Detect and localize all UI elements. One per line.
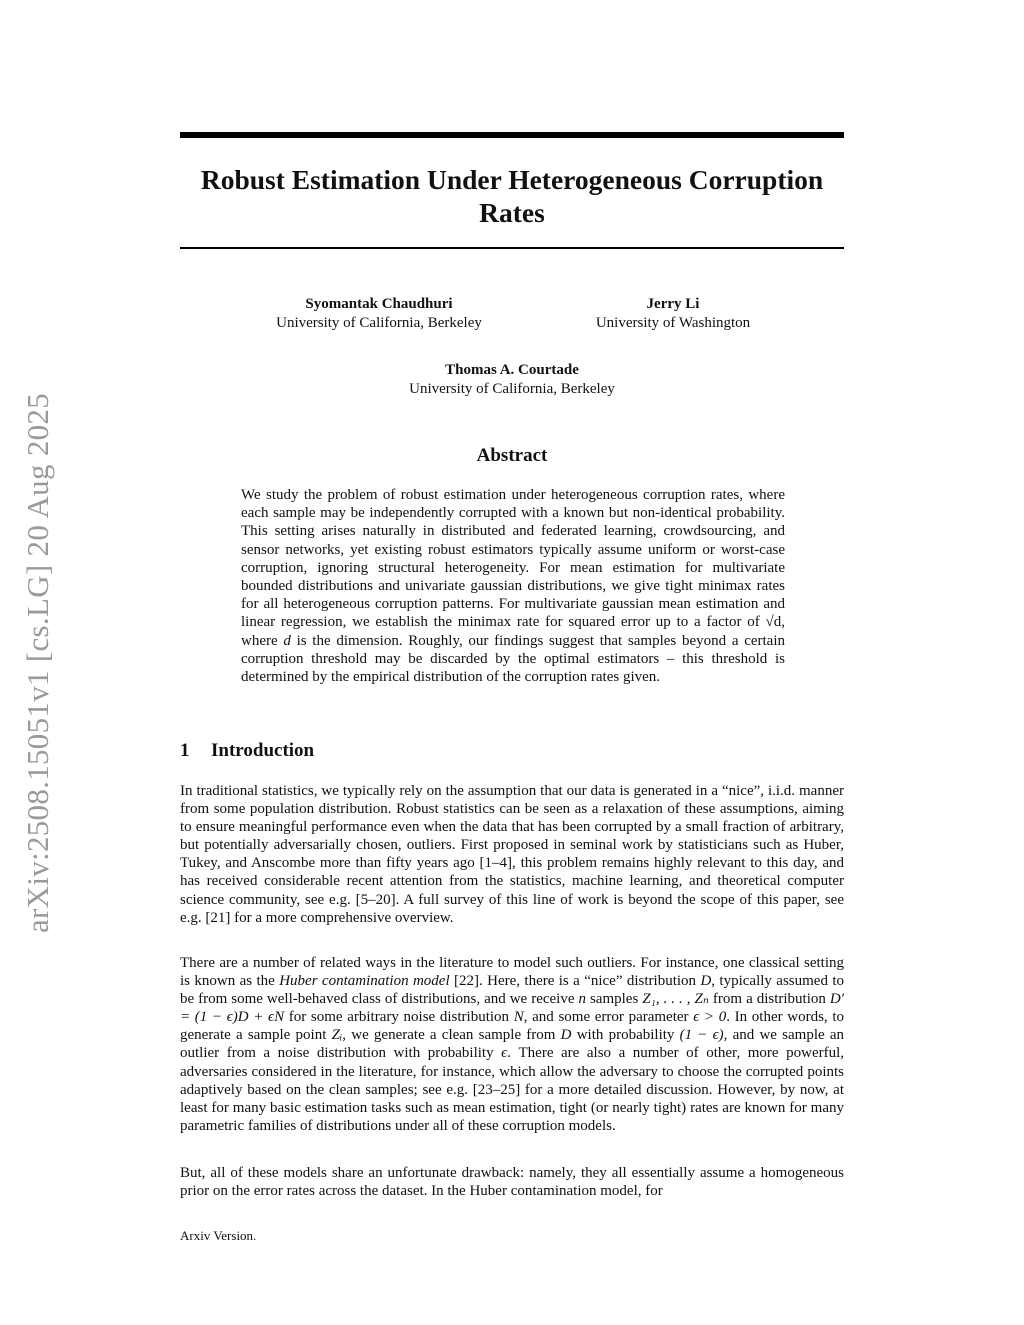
math-d: d <box>283 632 291 649</box>
math-sqrt-d: √d <box>765 614 782 631</box>
math-D: D <box>700 973 712 990</box>
math-D: D <box>560 1027 572 1044</box>
math-mixture: D′ = (1 − ϵ)D + ϵN <box>180 991 844 1026</box>
footer-note: Arxiv Version. <box>180 1228 257 1243</box>
section-heading-introduction <box>180 740 314 762</box>
author-affiliation: University of Washington <box>595 315 751 331</box>
author-block-3 <box>382 361 642 399</box>
author-block-2 <box>560 295 786 333</box>
author-affiliation: University of California, Berkeley <box>409 381 615 397</box>
author-affiliation: University of California, Berkeley <box>276 315 482 331</box>
title-top-rule <box>180 132 844 138</box>
author-name: Syomantak Chaudhuri <box>305 296 453 312</box>
abstract-text: We study the problem of robust estimation under heterogeneous corruption rates, where each sample may be independently corrupted with a known but non-identical probability. This setting arises naturally in distributed and federated learning, crowdsourcing, and sensor networks, yet existing robust estimators typically assume uniform or worst-case corruption, ignoring structural heterogeneity. For mean estimation for multivariate bounded distributions and univariate gaussian distributions, we give tight minimax rates for all heterogeneous corruption patterns. For multivariate gaussian mean estimation and linear regression, we establish the minimax rate for squared error up to a factor of √d, where d is the dimension. Roughly, our findings suggest that samples beyond a certain corruption threshold may be discarded by the optimal estimators – this threshold is determined by the empirical distribution of the corruption rates given. <box>241 487 785 686</box>
math-N: N <box>513 1009 524 1026</box>
section-number: 1 <box>180 740 190 761</box>
intro-paragraph-1: In traditional statistics, we typically rely on the assumption that our data is generated in a “nice”, i.i.d. manner from some population distribution. Robust statistics can be seen as a relaxation of these assumptions, aiming to ensure meaningful performance even when the data that has been corrupted by a small fraction of arbitrary, but potentially adversarially chosen, outliers. First proposed in seminal work by statisticians such as Huber, Tukey, and Anscombe more than fifty years ago [1–4], this problem remains highly relevant to this day, and has received considerable recent attention from the statistics, machine learning, and theoretical computer science community, see e.g. [5–20]. A full survey of this line of work is beyond the scope of this paper, see e.g. [21] for a more comprehensive overview. <box>180 783 844 926</box>
math-Zi: Zᵢ <box>331 1027 343 1044</box>
author-name: Thomas A. Courtade <box>445 362 579 378</box>
title-bottom-rule <box>180 247 844 249</box>
abstract-heading: Abstract <box>476 445 548 466</box>
math-probability: (1 − ϵ) <box>679 1027 724 1044</box>
math-epsilon: ϵ <box>501 1045 508 1062</box>
intro-paragraph-3: But, all of these models share an unfortunate drawback: namely, they all essentially assume a homogeneous prior on the error rates across the dataset. In the Huber contamination model, for <box>180 1165 844 1200</box>
arxiv-side-stamp: arXiv:2508.15051v1 [cs.LG] 20 Aug 2025 <box>20 392 55 934</box>
math-samples: Z₁, . . . , Zₙ <box>642 991 709 1008</box>
math-n: n <box>578 991 586 1008</box>
author-name: Jerry Li <box>646 296 700 312</box>
math-epsilon-positive: ϵ > 0 <box>693 1009 727 1026</box>
author-block-1 <box>250 295 508 333</box>
section-title: Introduction <box>211 740 315 761</box>
emphasis-huber-model: Huber contamination model <box>279 973 450 990</box>
paper-title: Robust Estimation Under Heterogeneous Corruption Rates <box>200 164 824 228</box>
intro-paragraph-2: There are a number of related ways in the literature to model such outliers. For instance, one classical setting is known as the Huber contamination model [22]. Here, there is a “nice” distribution D, typically assumed to be from some well-behaved class of distributions, and we receive n samples Z₁, . . . , Zₙ from a distribution D′ = (1 − ϵ)D + ϵN for some arbitrary noise distribution N, and some error parameter ϵ > 0. In other words, to generate a sample point Zᵢ, we generate a clean sample from D with probability (1 − ϵ), and we sample an outlier from a noise distribution with probability ϵ. There are also a number of other, more powerful, adversaries considered in the literature, for instance, which allow the adversary to choose the corrupted points adaptively based on the clean samples; see e.g. [23–25] for a more detailed discussion. However, by now, at least for many basic estimation tasks such as mean estimation, tight (or nearly tight) rates are known for many parametric families of distributions under all of these corruption models. <box>180 955 845 1134</box>
